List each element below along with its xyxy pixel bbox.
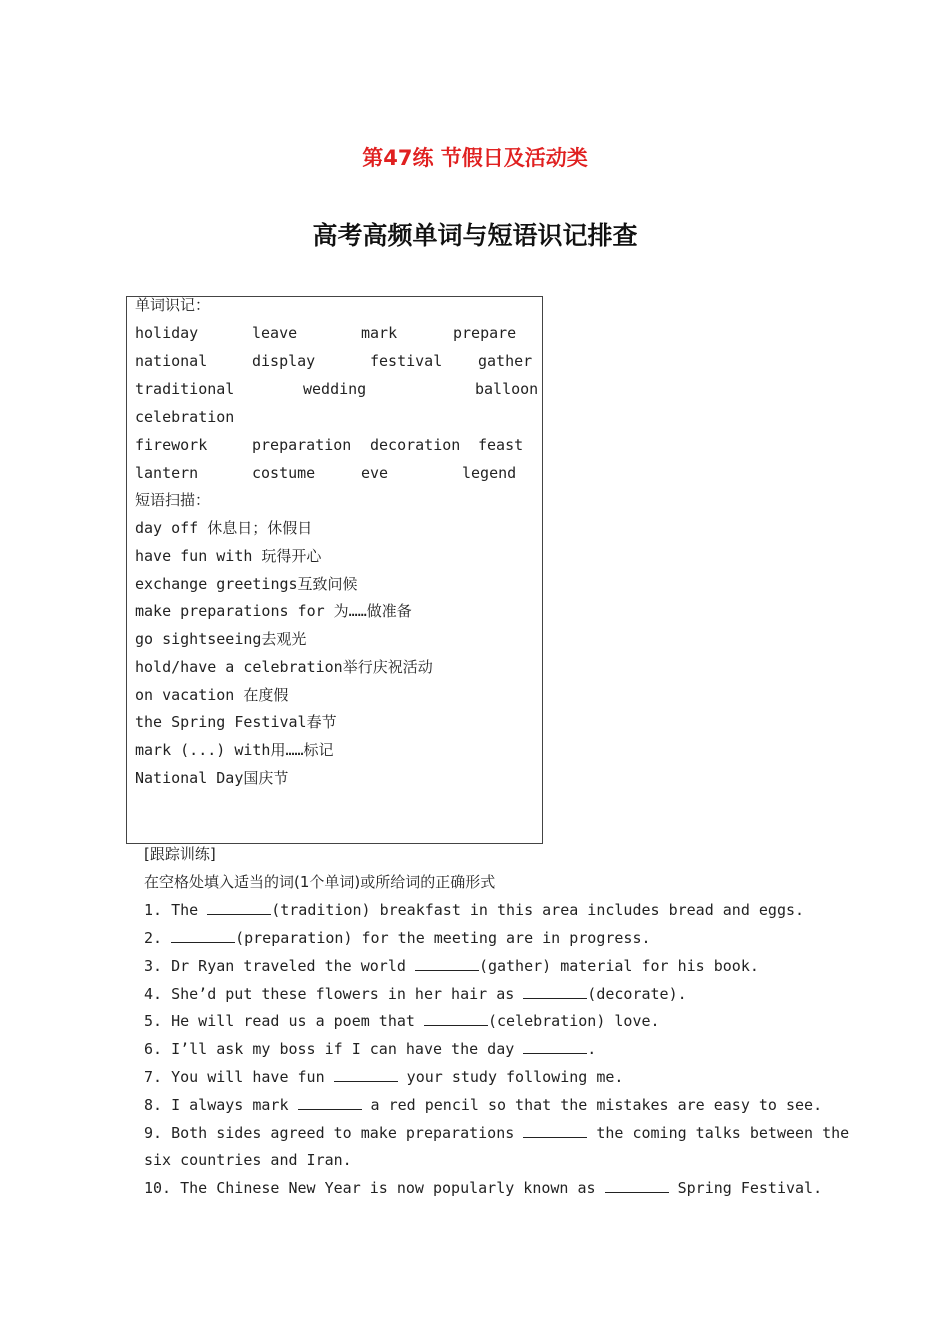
answer-blank xyxy=(415,958,479,971)
word: eve xyxy=(361,464,389,482)
words-heading: 单词识记： xyxy=(135,296,211,314)
exercise-heading: [跟踪训练] xyxy=(144,845,216,863)
word: display xyxy=(252,352,316,370)
word: legend xyxy=(462,464,517,482)
answer-blank xyxy=(605,1180,669,1193)
phrase-item: exchange greetings互致问候 xyxy=(135,575,358,593)
word: preparation xyxy=(252,436,352,454)
word: decoration xyxy=(370,436,461,454)
word: lantern xyxy=(135,464,199,482)
exercise-item: 7. You will have fun your study following me. xyxy=(144,1068,624,1086)
word: holiday xyxy=(135,324,199,342)
phrase-item: go sightseeing去观光 xyxy=(135,630,307,648)
exercise-item: 2. (preparation) for the meeting are in progress. xyxy=(144,929,651,947)
phrase-item: on vacation 在度假 xyxy=(135,686,289,704)
phrase-item: hold/have a celebration举行庆祝活动 xyxy=(135,658,433,676)
exercise-item: 4. She’d put these flowers in her hair as (decorate). xyxy=(144,985,687,1003)
exercise-item: 3. Dr Ryan traveled the world (gather) material for his book. xyxy=(144,957,759,975)
phrase-item: make preparations for 为……做准备 xyxy=(135,602,412,620)
answer-blank xyxy=(334,1069,398,1082)
word: celebration xyxy=(135,408,235,426)
phrase-item: have fun with 玩得开心 xyxy=(135,547,322,565)
exercise-item: 1. The (tradition) breakfast in this area includes bread and eggs. xyxy=(144,901,805,919)
exercise-item: 10. The Chinese New Year is now popularly known as Spring Festival. xyxy=(144,1179,823,1197)
exercise-instruction: 在空格处填入适当的词(1个单词)或所给词的正确形式 xyxy=(144,873,496,891)
answer-blank xyxy=(523,1041,587,1054)
word: leave xyxy=(252,324,298,342)
word: gather xyxy=(478,352,533,370)
exercise-item-continuation: six countries and Iran. xyxy=(144,1151,352,1169)
word: costume xyxy=(252,464,316,482)
word: traditional xyxy=(135,380,235,398)
section-subtitle: 第47练 节假日及活动类 xyxy=(362,146,588,170)
page-title: 高考高频单词与短语识记排查 xyxy=(312,221,638,250)
exercise-item: 9. Both sides agreed to make preparations the coming talks between the xyxy=(144,1124,850,1142)
word: prepare xyxy=(453,324,517,342)
answer-blank xyxy=(207,902,271,915)
word: festival xyxy=(370,352,443,370)
phrase-item: mark (...) with用……标记 xyxy=(135,741,334,759)
word: wedding xyxy=(303,380,367,398)
word: mark xyxy=(361,324,398,342)
word: firework xyxy=(135,436,208,454)
exercise-item: 6. I’ll ask my boss if I can have the day . xyxy=(144,1040,597,1058)
word: feast xyxy=(478,436,524,454)
answer-blank xyxy=(424,1013,488,1026)
phrase-item: National Day国庆节 xyxy=(135,769,289,787)
answer-blank xyxy=(523,1125,587,1138)
answer-blank xyxy=(171,930,235,943)
exercise-item: 8. I always mark a red pencil so that the mistakes are easy to see. xyxy=(144,1096,823,1114)
answer-blank xyxy=(523,986,587,999)
phrases-heading: 短语扫描： xyxy=(135,491,211,509)
phrase-item: day off 休息日；休假日 xyxy=(135,519,313,537)
exercise-item: 5. He will read us a poem that (celebration) love. xyxy=(144,1012,660,1030)
word: balloon xyxy=(475,380,539,398)
answer-blank xyxy=(298,1097,362,1110)
phrase-item: the Spring Festival春节 xyxy=(135,713,337,731)
word: national xyxy=(135,352,208,370)
